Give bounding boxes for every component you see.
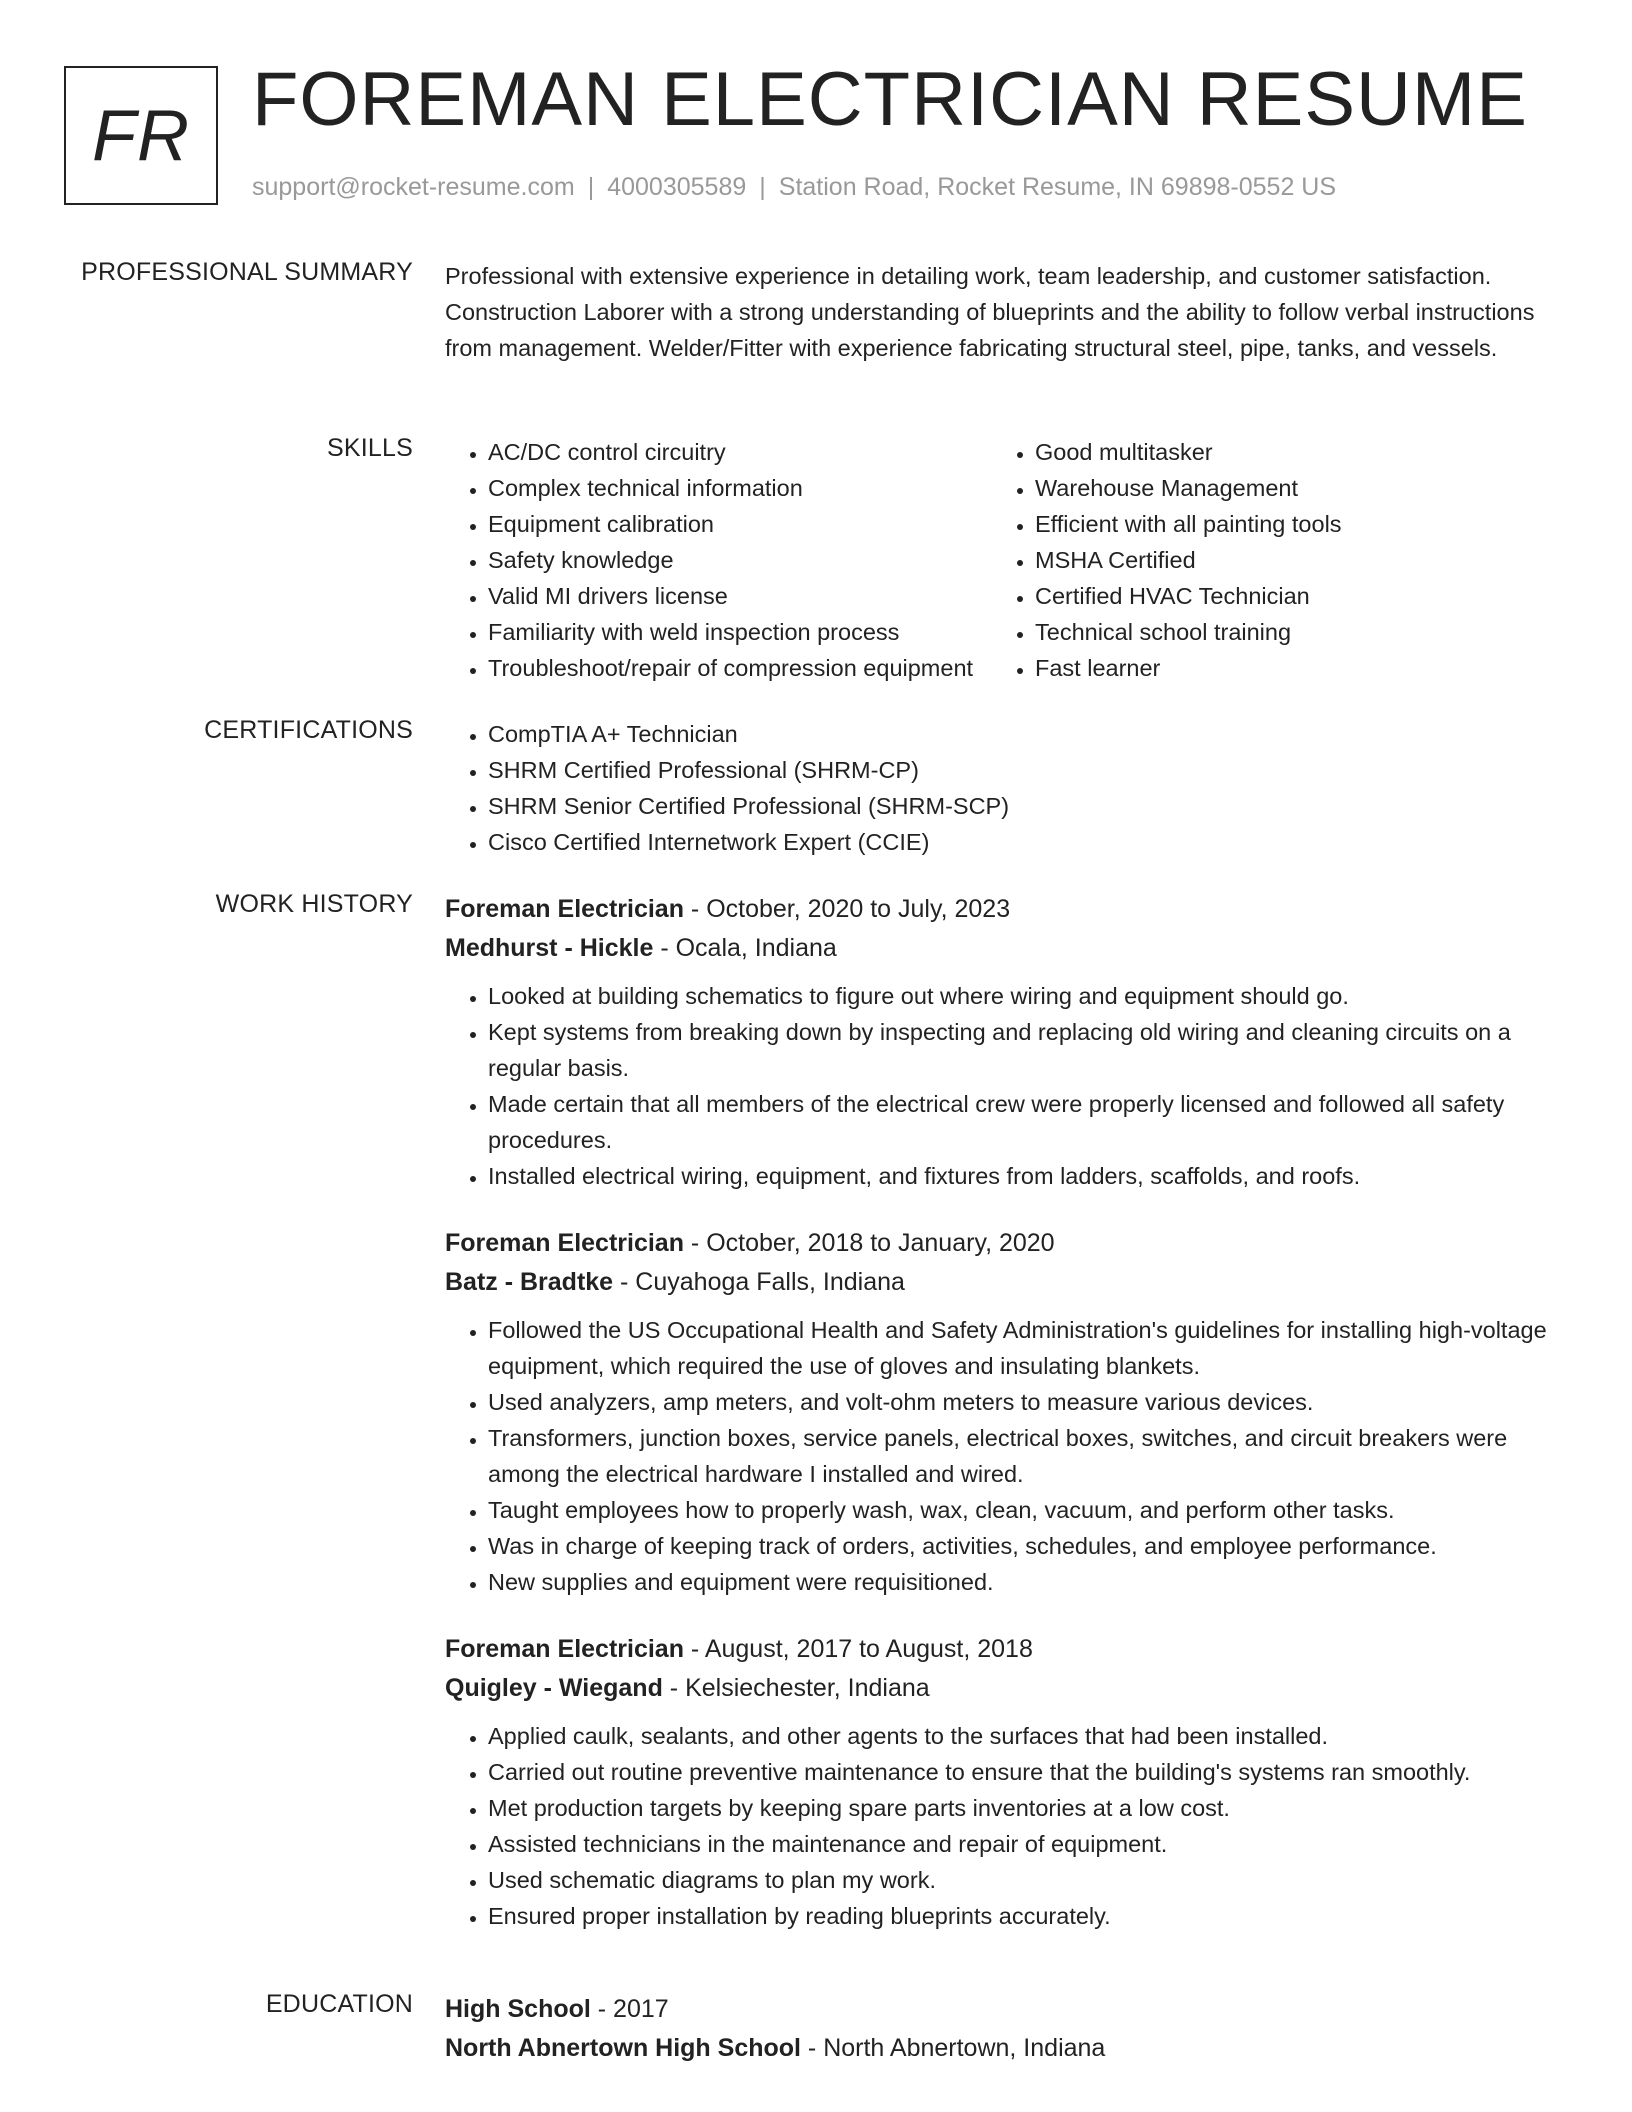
contact-email[interactable]: support@rocket-resume.com — [252, 173, 575, 201]
section-label-skills: SKILLS — [327, 434, 413, 462]
job-employer — [445, 1263, 1570, 1302]
skills-column-left — [445, 434, 992, 686]
job-bullet: • Assisted technicians in the maintenance and repair of equipment. — [488, 1826, 1570, 1862]
page-title: FOREMAN ELECTRICIAN RESUME — [252, 57, 1528, 142]
skill-item: • Fast learner — [1035, 650, 1539, 686]
job-entry — [445, 890, 1570, 1194]
work-history-content — [445, 890, 1570, 1964]
job-bullets — [445, 1312, 1570, 1600]
skill-item: • Efficient with all painting tools — [1035, 506, 1539, 542]
skill-item: • Safety knowledge — [488, 542, 992, 578]
contact-separator: | — [759, 173, 766, 201]
job-bullet: • Kept systems from breaking down by inspecting and replacing old wiring and cleaning circuits on a regular basis. — [488, 1014, 1570, 1086]
job-bullet: • Taught employees how to properly wash, wax, clean, vacuum, and perform other tasks. — [488, 1492, 1570, 1528]
job-bullet: • Was in charge of keeping track of orders, activities, schedules, and employee performance. — [488, 1528, 1570, 1564]
skill-item: • MSHA Certified — [1035, 542, 1539, 578]
job-bullet: • Ensured proper installation by reading blueprints accurately. — [488, 1898, 1570, 1934]
job-bullet: • Installed electrical wiring, equipment, and fixtures from ladders, scaffolds, and roofs. — [488, 1158, 1570, 1194]
job-heading — [445, 1224, 1570, 1263]
job-dates: - August, 2017 to August, 2018 — [683, 1635, 1033, 1663]
job-bullet: • Followed the US Occupational Health and Safety Administration's guidelines for installing high-voltage equipment, which required the use of gloves and insulating blankets. — [488, 1312, 1570, 1384]
education-school-line — [445, 2029, 1570, 2068]
job-employer — [445, 1669, 1570, 1708]
job-bullet: • Carried out routine preventive maintenance to ensure that the building's systems ran smoothly. — [488, 1754, 1570, 1790]
education-content — [445, 1990, 1570, 2068]
job-heading — [445, 890, 1570, 929]
section-label-summary: PROFESSIONAL SUMMARY — [81, 258, 413, 286]
job-bullet: • Made certain that all members of the electrical crew were properly licensed and followed all safety procedures. — [488, 1086, 1570, 1158]
education-school: North Abnertown High School — [445, 2034, 801, 2062]
job-location: - Kelsiechester, Indiana — [662, 1674, 930, 1702]
job-location: - Ocala, Indiana — [653, 934, 837, 962]
job-dates: - October, 2020 to July, 2023 — [683, 895, 1011, 923]
job-title: Foreman Electrician — [445, 1229, 684, 1257]
job-bullets — [445, 1718, 1570, 1934]
job-company: Medhurst - Hickle — [445, 934, 654, 962]
job-bullet: • Looked at building schematics to figure out where wiring and equipment should go. — [488, 978, 1570, 1014]
skill-item: • Warehouse Management — [1035, 470, 1539, 506]
skill-item: • Valid MI drivers license — [488, 578, 992, 614]
education-location: - North Abnertown, Indiana — [800, 2034, 1106, 2062]
job-company: Batz - Bradtke — [445, 1268, 614, 1296]
certification-item: • SHRM Certified Professional (SHRM-CP) — [488, 752, 1570, 788]
summary-text: Professional with extensive experience in detailing work, team leadership, and customer satisfaction. Construction Laborer with a strong understanding of blueprints and the ability to follow verbal instructions from management. Welder/Fitter with experience fabricating structural steel, pipe, tanks, and vessels. — [445, 263, 1535, 361]
section-label-education: EDUCATION — [265, 1990, 413, 2018]
skill-item: • Good multitasker — [1035, 434, 1539, 470]
job-company: Quigley - Wiegand — [445, 1674, 663, 1702]
skill-item: • Equipment calibration — [488, 506, 992, 542]
job-employer — [445, 929, 1570, 968]
certification-item: • SHRM Senior Certified Professional (SHRM-SCP) — [488, 788, 1570, 824]
education-degree: High School — [445, 1995, 591, 2023]
skill-item: • Troubleshoot/repair of compression equipment — [488, 650, 992, 686]
certifications-content — [445, 716, 1570, 860]
job-bullet: • New supplies and equipment were requisitioned. — [488, 1564, 1570, 1600]
summary-content — [445, 258, 1570, 366]
skill-item: • Familiarity with weld inspection process — [488, 614, 992, 650]
skills-content — [445, 434, 1570, 686]
job-location: - Cuyahoga Falls, Indiana — [613, 1268, 905, 1296]
monogram-logo: FR — [64, 66, 218, 205]
job-title: Foreman Electrician — [445, 1635, 684, 1663]
job-bullet: • Transformers, junction boxes, service panels, electrical boxes, switches, and circuit breakers were among the electrical hardware I installed and wired. — [488, 1420, 1570, 1492]
education-year: - 2017 — [590, 1995, 669, 2023]
job-title: Foreman Electrician — [445, 895, 684, 923]
skill-item: • Certified HVAC Technician — [1035, 578, 1539, 614]
education-degree-line — [445, 1990, 1570, 2029]
skill-item: • Technical school training — [1035, 614, 1539, 650]
skills-column-right — [992, 434, 1539, 686]
job-heading — [445, 1630, 1570, 1669]
job-bullets — [445, 978, 1570, 1194]
certification-item: • Cisco Certified Internetwork Expert (CCIE) — [488, 824, 1570, 860]
contact-phone[interactable]: 4000305589 — [607, 173, 747, 201]
section-label-certifications: CERTIFICATIONS — [204, 716, 413, 744]
section-label-work-history: WORK HISTORY — [215, 890, 413, 918]
certification-item: • CompTIA A+ Technician — [488, 716, 1570, 752]
job-bullet: • Used schematic diagrams to plan my work. — [488, 1862, 1570, 1898]
skill-item: • AC/DC control circuitry — [488, 434, 992, 470]
resume-header — [64, 57, 1568, 209]
contact-address: Station Road, Rocket Resume, IN 69898-0552 US — [778, 173, 1337, 201]
certifications-list — [445, 716, 1570, 860]
contact-line — [252, 173, 1336, 202]
job-bullet: • Used analyzers, amp meters, and volt-ohm meters to measure various devices. — [488, 1384, 1570, 1420]
job-entry — [445, 1630, 1570, 1934]
contact-separator: | — [587, 173, 595, 201]
job-dates: - October, 2018 to January, 2020 — [683, 1229, 1055, 1257]
job-bullet: • Met production targets by keeping spare parts inventories at a low cost. — [488, 1790, 1570, 1826]
skill-item: • Complex technical information — [488, 470, 992, 506]
job-bullet: • Applied caulk, sealants, and other agents to the surfaces that had been installed. — [488, 1718, 1570, 1754]
job-entry — [445, 1224, 1570, 1600]
